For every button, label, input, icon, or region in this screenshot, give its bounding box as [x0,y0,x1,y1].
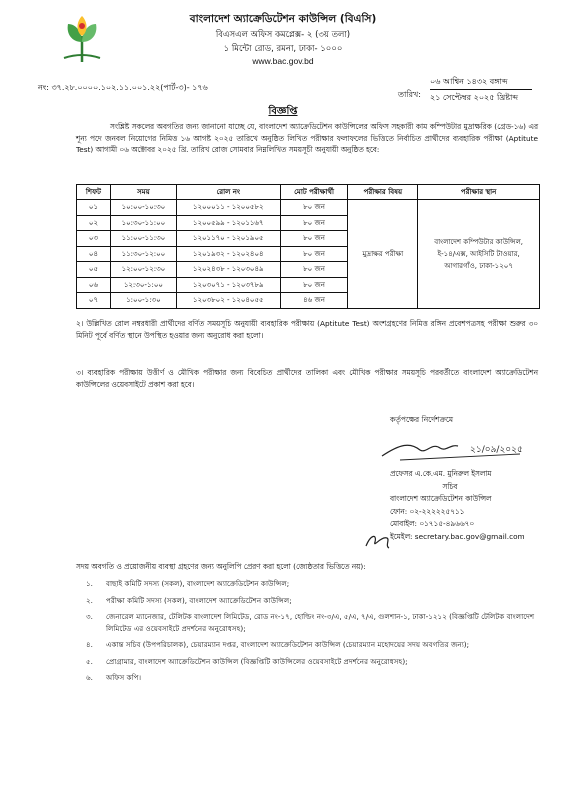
org-name: বাংলাদেশ অ্যাক্রেডিটেশন কাউন্সিল (বিএসি) [189,13,377,25]
header-subject: পরীক্ষার বিষয় [348,185,418,200]
date-block [430,76,540,104]
cell-time: ১০:০০-১০:৩০ [110,200,176,216]
cell-roll: ১২০১৯৩২ - ১২০২৪০৪ [176,246,280,262]
header-time: সময় [110,185,176,200]
venue-line-1: বাংলাদেশ কম্পিউটার কাউন্সিল, [434,237,524,246]
cell-time: ১:০০-১:৩০ [110,293,176,309]
venue-line-2: ই-১৪/এক্স, আইসিটি টাওয়ার, [437,249,520,258]
header-venue: পরীক্ষার স্থান [418,185,540,200]
cell-roll: ১২০০৫৯৯ - ১২০১১৬৭ [176,215,280,231]
signatory-designation: সচিব [442,481,458,491]
date-bangla: ০৬ আশ্বিন ১৪৩২ বঙ্গাব্দ [430,77,508,86]
signatory-name: প্রফেসর এ.কে.এম. মুনিরুল ইসলাম [390,469,492,478]
signature-block [390,468,540,543]
list-item-number: ৬. [86,673,93,682]
cell-time: ১২:৩০-১:০০ [110,277,176,293]
date-label: তারিখ: [398,90,421,99]
cell-roll: ১২০১১৭০ - ১২০১৯০৫ [176,231,280,247]
website: www.bac.gov.bd [252,56,314,66]
list-item-text: পরীক্ষা কমিটি সদস্য (সকল), বাংলাদেশ অ্যাক্রেডিটেশন কাউন্সিল; [106,595,292,605]
exam-schedule-table [76,184,540,309]
cell-time: ১২:০০-১২:৩০ [110,262,176,278]
list-item-number: ২. [86,595,93,605]
list-item [80,656,540,668]
list-item-number: ৫. [86,656,93,666]
list-item [80,578,540,590]
cell-roll: ১২০০০১১ - ১২০০৫৮২ [176,200,280,216]
date-divider [430,89,532,90]
table-row [77,200,540,216]
cell-roll: ১২০৩৮০২ - ১২০৪০৫৫ [176,293,280,309]
cell-shift: ০১ [77,200,111,216]
cell-shift: ০৬ [77,277,111,293]
signatory-office: বাংলাদেশ অ্যাক্রেডিটেশন কাউন্সিল [390,494,492,503]
list-item-number: ১. [86,579,93,588]
paragraph-1-text: সংশ্লিষ্ট সকলের অবগতির জন্য জানানো যাচ্ছে যে, বাংলাদেশ অ্যাক্রেডিটেশন কাউন্সিলের অফিস সহকারী কাম কম্পিউটার মুদ্রাক্ষরিক (গ্রেড-১৬) এর শূন্য পদে জনবল নিয়োগের নিমিত্ত ১৬ আগষ্ট ২০২৫ তারিখে অনুষ্ঠিত লিখিত পরীক্ষার ফলাফলের ভিত্তিতে নির্বাচিত প্রার্থীদের ব্যবহারিক পরীক্ষা (Aptitute Test) আগামী ০৬ অক্টোবর ২০২৫ খ্রি. তারিখ রোজ সোমবার নিম্নলিখিত সময়সূচী অনুযায়ী অনুষ্ঠিত হবে: [76,122,538,154]
cell-shift: ০৫ [77,262,111,278]
list-item [80,611,540,634]
handwritten-date: ২১/০৯/২০২৫ [470,445,523,455]
cell-total: ৮০ জন [280,246,348,262]
cell-time: ১১:৩০-১২:০০ [110,246,176,262]
paragraph-2: ২। উল্লিখিত রোল নম্বরধারী প্রার্থীদের বর্ণিত সময়সূচি অনুযায়ী ব্যবহারিক পরীক্ষায় (Aptitute Test) অংশগ্রহণের নিমিত্ত রঙ্গিন প্রবেশপত্রসহ পরীক্ষা শুরুর ৩০ মিনিট পূর্বে বর্ণিত স্থানে উপস্থিত হওয়ার জন্য অনুরোধ করা হলো। [76,319,538,340]
order-line: কর্তৃপক্ষের নির্দেশক্রমে [390,415,454,424]
signatory-mobile: মোবাইল: ০১৭১৫-৪৯৬৬৭০ [390,519,475,528]
header-roll: রোল নং [176,185,280,200]
list-item-text: প্রোগ্রামার, বাংলাদেশ অ্যাক্রেডিটেশন কাউন্সিল (বিজ্ঞপ্তিটি কাউন্সিলের ওয়েবসাইটে প্রদর্শনের অনুরোধসহ); [106,656,408,666]
list-item-number: ৩. [86,612,93,621]
signature-image [380,438,530,462]
cell-subject: মুদ্রাক্ষর পরীক্ষা [348,200,418,309]
paragraph-1 [76,121,538,156]
cell-total: ৮০ জন [280,262,348,278]
cell-total: ৮০ জন [280,215,348,231]
copy-intro: সদয় অবগতি ও প্রয়োজনীয় ব্যবস্থা গ্রহণের জন্য অনুলিপি প্রেরণ করা হলো (জ্যেষ্ঠতার ভিত্তিতে নয়): [76,562,366,571]
cell-time: ১১:০০-১১:৩০ [110,231,176,247]
cell-time: ১০:৩০-১১:০০ [110,215,176,231]
list-item-number: ৪. [86,640,93,649]
cell-total: ৮০ জন [280,200,348,216]
cell-shift: ০৭ [77,293,111,309]
cell-roll: ১২০২৪৩৮ - ১২০৩০৪৯ [176,262,280,278]
cell-total: ৮০ জন [280,231,348,247]
cell-roll: ১২০৩০৭১ - ১২০৩৭৮৯ [176,277,280,293]
list-item-text: একান্ত সচিব (উপপরিচালক), চেয়ারম্যান দপ্তর, বাংলাদেশ অ্যাক্রেডিটেশন কাউন্সিল (চেয়ারম্যান মহোদয়ের সদয় অবগতির জন্য); [106,640,470,649]
initial-signature [363,530,393,552]
address-line-1: বিএসএল অফিস কমপ্লেক্স- ২ (৩য় তলা) [215,30,351,40]
signatory-email: ইমেইল: secretary.bac.gov@gmail.com [390,531,525,541]
cell-total: ৮০ জন [280,277,348,293]
list-item-text: জেনারেল ম্যানেজার, টেলিটক বাংলাদেশ লিমিটেড, রোড নং-১৭, হোল্ডিং নং-৩/এ, ৫/এ, ৭/এ, গুলশান-১, ঢাকা-১২১২ (বিজ্ঞপ্তিটি টেলিটক বাংলাদেশ লিমিটেড এর ওয়েবসাইটে প্রদর্শনের অনুরোধসহ); [106,612,535,633]
list-item-text: বাছাই কমিটি সদস্য (সকল), বাংলাদেশ অ্যাক্রেডিটেশন কাউন্সিল; [106,579,290,588]
copy-list [80,578,540,689]
notice-title: বিজ্ঞপ্তি [268,106,298,117]
list-item [80,672,540,684]
reference-number: নং: ৩৭.২৮.০০০০.১০২.১১.০০১.২২(পার্ট-৩)- ১৭৬ [38,83,208,92]
cell-shift: ০২ [77,215,111,231]
cell-venue [418,200,540,309]
header-shift: শিফট [77,185,111,200]
cell-total: ৪৬ জন [280,293,348,309]
paragraph-3: ৩। ব্যবহারিক পরীক্ষায় উত্তীর্ণ ও মৌখিক পরীক্ষার জন্য বিবেচিত প্রার্থীদের তালিকা এবং মৌখিক পরীক্ষার সময়সূচি পরবর্তীতে বাংলাদেশ অ্যাক্রেডিটেশন কাউন্সিলের ওয়েবসাইটে প্রকাশ করা হবে। [76,368,538,389]
date-english: ২১ সেপ্টেম্বর ২০২৫ খ্রিষ্টাব্দ [430,93,518,102]
list-item [80,595,540,607]
header-total: মোট পরীক্ষার্থী [280,185,348,200]
address-line-2: ১ মিন্টো রোড, রমনা, ঢাকা- ১০০০ [223,44,343,54]
list-item [80,639,540,651]
cell-shift: ০৪ [77,246,111,262]
list-item-text: অফিস কপি। [106,673,142,682]
table-header-row [77,185,540,200]
venue-line-3: আগারগাঁও, ঢাকা-১২০৭ [444,261,513,270]
cell-shift: ০৩ [77,231,111,247]
signatory-phone: ফোন: ০২-২২২২২৫৭১১ [390,506,465,516]
